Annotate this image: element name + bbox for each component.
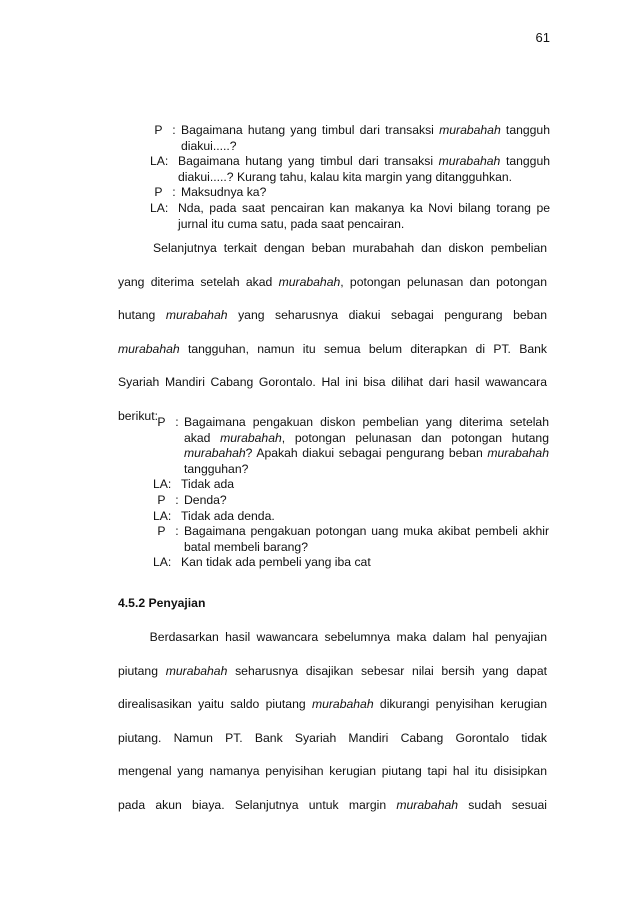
dialogue-text: Tidak ada [181,477,235,492]
dialogue-text: Bagaimana pengakuan potongan uang muka akibat pembeli akhir batal membeli barang? [184,524,549,554]
dialogue-line [153,509,549,525]
dialogue-text: Bagaimana hutang yang timbul dari transaksi murabahah tangguh diakui.....? Kurang tahu, kalau kita margin yang ditangguhkan. [178,154,550,184]
paragraph-line: piutang murabahah seharusnya disajikan sebesar nilai bersih yang dapat [118,663,547,678]
speaker-colon: : [172,185,176,200]
speaker-colon: : [175,415,179,429]
page-number: 61 [535,30,550,45]
speaker-colon: : [175,492,179,507]
paragraph-line: mengenal yang namanya penyisihan kerugian piutang tapi hal itu disisipkan [118,764,547,778]
dialogue-line [150,201,550,232]
dialogue-line [153,415,549,477]
speaker-label: LA: [150,154,169,169]
dialogue-text: Nda, pada saat pencairan kan makanya ka Novi bilang torang pe jurnal itu cuma satu, pada saat pencairan. [178,200,550,231]
dialogue-text: Bagaimana hutang yang timbul dari transaksi murabahah tangguh diakui.....? [181,123,550,153]
dialogue-text: Tidak ada denda. [181,508,275,523]
paragraph-line: Syariah Mandiri Cabang Gorontalo. Hal ini bisa dilihat dari hasil wawancara [118,375,547,389]
speaker-label: P [154,123,163,137]
speaker-label: P [157,415,166,429]
dialogue-text: Maksudnya ka? [181,185,267,200]
dialogue-line [150,154,550,185]
speaker-label: LA: [153,477,172,492]
dialogue-line [150,185,550,201]
paragraph-line: berikut: [118,408,158,423]
dialogue-line [150,123,550,154]
body-paragraph-1 [118,232,547,433]
speaker-label: LA: [150,200,169,215]
paragraph-line: Berdasarkan hasil wawancara sebelumnya maka dalam hal penyajian [118,630,547,644]
section-heading: 4.5.2 Penyajian [118,596,206,610]
speaker-label: P [157,524,166,539]
dialogue-line [153,477,549,493]
paragraph-line: piutang. Namun PT. Bank Syariah Mandiri Cabang Gorontalo tidak [118,730,547,745]
dialogue-line [153,524,549,555]
speaker-label: P [154,185,163,200]
speaker-colon: : [175,524,179,539]
dialogue-text: Kan tidak ada pembeli yang iba cat [181,555,371,570]
paragraph-line: direalisasikan yaitu saldo piutang murabahah dikurangi penyisihan kerugian [118,697,548,711]
dialogue-line [153,493,549,509]
speaker-label: LA: [153,508,172,523]
paragraph-line: Selanjutnya terkait dengan beban murabahah dan diskon pembelian [118,241,547,255]
interview-dialogue-2 [153,415,549,571]
speaker-colon: : [172,123,176,137]
interview-dialogue-1 [150,123,550,232]
speaker-label: LA: [153,555,172,570]
paragraph-line: murabahah tangguhan, namun itu semua belum diterapkan di PT. Bank [118,341,547,356]
speaker-label: P [157,492,166,507]
dialogue-text: Bagaimana pengakuan diskon pembelian yang diterima setelah akad murabahah, potongan pelunasan dan potongan hutang murabahah? Apakah diakui sebagai pengurang beban murabahah tangguhan? [184,415,549,476]
dialogue-line [153,555,549,571]
paragraph-line: pada akun biaya. Selanjutnya untuk margin murabahah sudah sesuai [118,797,547,812]
dialogue-text: Denda? [184,492,227,507]
paragraph-line: yang diterima setelah akad murabahah, potongan pelunasan dan potongan [118,274,547,289]
paragraph-line: hutang murabahah yang seharusnya diakui sebagai pengurang beban [118,308,547,322]
body-paragraph-2 [118,621,547,822]
